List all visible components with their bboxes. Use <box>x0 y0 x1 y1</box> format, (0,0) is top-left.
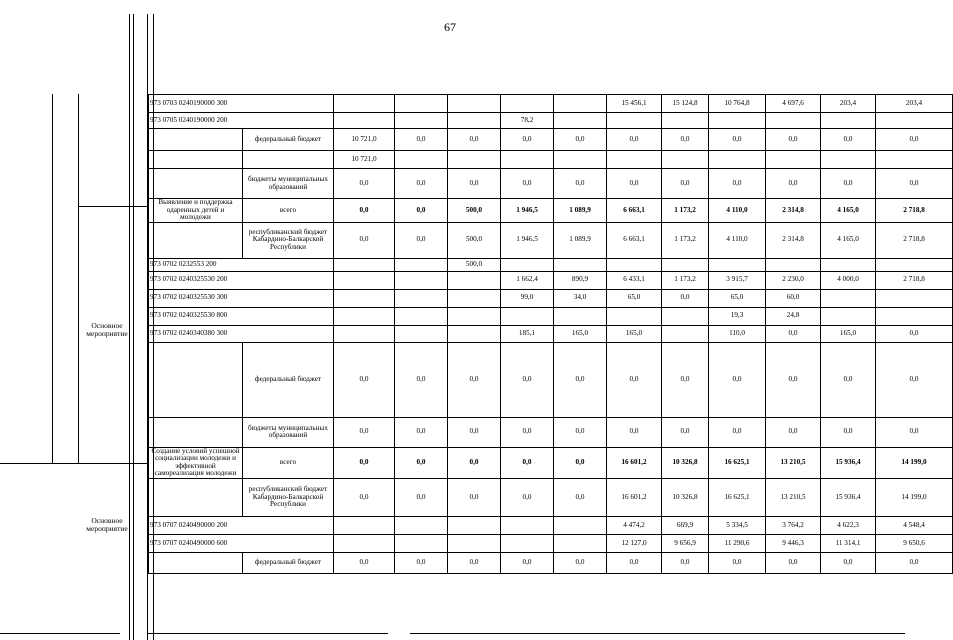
amount-cell: 0,0 <box>821 417 876 447</box>
amount-cell: 12 127,0 <box>607 534 662 552</box>
funding-source-cell: всего <box>243 199 334 223</box>
amount-cell <box>395 325 448 342</box>
amount-cell: 10 721,0 <box>334 129 395 151</box>
amount-cell: 0,0 <box>876 417 953 447</box>
section-divider <box>78 206 148 207</box>
amount-cell: 4 110,0 <box>709 222 766 258</box>
amount-cell: 2 718,8 <box>876 199 953 223</box>
amount-cell: 10 721,0 <box>334 151 395 169</box>
amount-cell: 4 165,0 <box>821 222 876 258</box>
budget-code-cell: 973 0702 0240340380 300 <box>149 325 334 342</box>
amount-cell <box>395 113 448 129</box>
amount-cell: 0,0 <box>554 447 607 478</box>
amount-cell: 0,0 <box>448 447 501 478</box>
amount-cell: 16 625,1 <box>709 478 766 516</box>
amount-cell: 15 936,4 <box>821 478 876 516</box>
amount-cell: 60,0 <box>766 289 821 307</box>
table-row <box>149 417 953 447</box>
amount-cell: 890,9 <box>554 271 607 289</box>
amount-cell <box>766 113 821 129</box>
amount-cell: 0,0 <box>821 552 876 573</box>
amount-cell: 24,8 <box>766 307 821 325</box>
amount-cell: 0,0 <box>501 447 554 478</box>
amount-cell: 4 000,0 <box>821 271 876 289</box>
amount-cell: 6 663,1 <box>607 199 662 223</box>
amount-cell: 0,0 <box>766 417 821 447</box>
amount-cell: 0,0 <box>448 552 501 573</box>
measure-name-cell: Создание условий успешной социализации молодежи и эффективной самореализация молодежи <box>149 447 243 478</box>
amount-cell <box>554 534 607 552</box>
amount-cell: 4 548,4 <box>876 516 953 534</box>
amount-cell <box>876 151 953 169</box>
amount-cell: 165,0 <box>821 325 876 342</box>
amount-cell: 2 314,8 <box>766 222 821 258</box>
amount-cell <box>501 516 554 534</box>
amount-cell: 0,0 <box>554 129 607 151</box>
amount-cell: 669,9 <box>662 516 709 534</box>
funding-source-cell: федеральный бюджет <box>243 342 334 417</box>
amount-cell: 0,0 <box>662 169 709 199</box>
amount-cell <box>448 113 501 129</box>
amount-cell: 0,0 <box>501 169 554 199</box>
amount-cell: 0,0 <box>876 169 953 199</box>
amount-cell <box>334 95 395 113</box>
table-row <box>149 271 953 289</box>
amount-cell <box>662 113 709 129</box>
table-row <box>149 258 953 271</box>
amount-cell: 0,0 <box>821 129 876 151</box>
bottom-rule <box>410 633 905 634</box>
budget-code-cell: 973 0705 0240190000 200 <box>149 113 334 129</box>
amount-cell <box>501 258 554 271</box>
section-type-label: Основное мероприятие <box>86 321 128 339</box>
amount-cell: 500,0 <box>448 222 501 258</box>
budget-code-cell: 973 0702 0240325530 200 <box>149 271 334 289</box>
table-row <box>149 113 953 129</box>
amount-cell: 1 089,9 <box>554 222 607 258</box>
amount-cell: 1 173,2 <box>662 199 709 223</box>
amount-cell: 0,0 <box>334 478 395 516</box>
amount-cell: 0,0 <box>395 552 448 573</box>
amount-cell: 0,0 <box>821 169 876 199</box>
amount-cell: 0,0 <box>334 417 395 447</box>
amount-cell: 10 326,8 <box>662 447 709 478</box>
amount-cell: 4 474,2 <box>607 516 662 534</box>
page-number: 67 <box>444 20 456 34</box>
table-row <box>149 325 953 342</box>
left-border-line <box>78 94 79 464</box>
funding-source-cell: всего <box>243 447 334 478</box>
amount-cell: 0,0 <box>662 342 709 417</box>
amount-cell: 15 456,1 <box>607 95 662 113</box>
amount-cell: 0,0 <box>395 417 448 447</box>
amount-cell <box>766 151 821 169</box>
amount-cell <box>607 151 662 169</box>
left-border-line <box>133 14 134 640</box>
funding-source-cell: федеральный бюджет <box>243 129 334 151</box>
amount-cell: 0,0 <box>709 342 766 417</box>
amount-cell <box>821 307 876 325</box>
amount-cell: 0,0 <box>766 325 821 342</box>
amount-cell: 16 625,1 <box>709 447 766 478</box>
amount-cell <box>821 151 876 169</box>
amount-cell: 2 314,8 <box>766 199 821 223</box>
amount-cell: 0,0 <box>395 447 448 478</box>
amount-cell: 1 089,9 <box>554 199 607 223</box>
amount-cell <box>448 307 501 325</box>
table-row <box>149 129 953 151</box>
measure-name-cell <box>149 151 243 169</box>
amount-cell <box>554 258 607 271</box>
table-row <box>149 151 953 169</box>
amount-cell: 0,0 <box>607 552 662 573</box>
amount-cell <box>662 258 709 271</box>
amount-cell: 0,0 <box>554 552 607 573</box>
amount-cell <box>554 95 607 113</box>
amount-cell <box>662 151 709 169</box>
amount-cell: 0,0 <box>821 342 876 417</box>
amount-cell: 0,0 <box>501 417 554 447</box>
amount-cell: 9 656,9 <box>662 534 709 552</box>
amount-cell: 6 433,1 <box>607 271 662 289</box>
amount-cell: 0,0 <box>334 342 395 417</box>
amount-cell <box>554 113 607 129</box>
amount-cell: 2 230,0 <box>766 271 821 289</box>
table-row <box>149 307 953 325</box>
table-row <box>149 478 953 516</box>
budget-code-cell: 973 0702 0240325530 800 <box>149 307 334 325</box>
amount-cell <box>876 307 953 325</box>
amount-cell <box>334 289 395 307</box>
amount-cell: 2 718,8 <box>876 222 953 258</box>
funding-source-cell: бюджеты муниципальных образований <box>243 169 334 199</box>
amount-cell <box>607 258 662 271</box>
amount-cell: 0,0 <box>334 447 395 478</box>
amount-cell: 14 199,0 <box>876 447 953 478</box>
amount-cell: 500,0 <box>448 199 501 223</box>
amount-cell <box>766 258 821 271</box>
amount-cell <box>395 271 448 289</box>
amount-cell: 0,0 <box>766 552 821 573</box>
amount-cell: 11 290,6 <box>709 534 766 552</box>
amount-cell: 500,0 <box>448 258 501 271</box>
table-row <box>149 516 953 534</box>
measure-name-cell <box>149 169 243 199</box>
measure-name-cell <box>149 222 243 258</box>
amount-cell: 0,0 <box>554 478 607 516</box>
amount-cell: 0,0 <box>766 129 821 151</box>
amount-cell: 0,0 <box>448 417 501 447</box>
measure-name-cell <box>149 478 243 516</box>
section-type-label: Основное мероприятие <box>86 516 128 534</box>
amount-cell <box>448 516 501 534</box>
amount-cell: 9 650,6 <box>876 534 953 552</box>
amount-cell: 13 210,5 <box>766 447 821 478</box>
amount-cell: 15 936,4 <box>821 447 876 478</box>
amount-cell: 0,0 <box>607 129 662 151</box>
table-row <box>149 95 953 113</box>
amount-cell: 0,0 <box>709 552 766 573</box>
amount-cell: 0,0 <box>501 342 554 417</box>
amount-cell: 1 946,5 <box>501 199 554 223</box>
amount-cell: 0,0 <box>395 222 448 258</box>
table-row <box>149 534 953 552</box>
amount-cell: 0,0 <box>334 222 395 258</box>
amount-cell: 10 764,8 <box>709 95 766 113</box>
amount-cell <box>821 258 876 271</box>
amount-cell: 65,0 <box>607 289 662 307</box>
amount-cell: 16 601,2 <box>607 478 662 516</box>
section-divider <box>0 463 148 464</box>
amount-cell: 10 326,8 <box>662 478 709 516</box>
amount-cell <box>334 516 395 534</box>
amount-cell: 16 601,2 <box>607 447 662 478</box>
amount-cell: 3 915,7 <box>709 271 766 289</box>
amount-cell <box>334 113 395 129</box>
amount-cell: 0,0 <box>766 169 821 199</box>
measure-name-cell: Выявление и поддержка одаренных детей и молодежи <box>149 199 243 223</box>
funding-source-cell: республиканский бюджет Кабардино-Балкарской Республики <box>243 222 334 258</box>
table-row <box>149 342 953 417</box>
budget-code-cell: 973 0702 0240325530 300 <box>149 289 334 307</box>
table-row <box>149 289 953 307</box>
amount-cell <box>395 258 448 271</box>
amount-cell: 165,0 <box>554 325 607 342</box>
amount-cell: 203,4 <box>821 95 876 113</box>
amount-cell: 0,0 <box>876 325 953 342</box>
amount-cell: 165,0 <box>607 325 662 342</box>
amount-cell: 0,0 <box>662 289 709 307</box>
amount-cell: 0,0 <box>334 199 395 223</box>
amount-cell <box>607 113 662 129</box>
amount-cell <box>501 151 554 169</box>
amount-cell: 1 173,2 <box>662 271 709 289</box>
amount-cell: 0,0 <box>448 478 501 516</box>
amount-cell: 65,0 <box>709 289 766 307</box>
table-row <box>149 222 953 258</box>
amount-cell <box>709 258 766 271</box>
amount-cell <box>501 307 554 325</box>
amount-cell: 15 124,8 <box>662 95 709 113</box>
amount-cell: 0,0 <box>662 417 709 447</box>
amount-cell: 0,0 <box>709 417 766 447</box>
budget-code-cell: 973 0703 0240190000 300 <box>149 95 334 113</box>
amount-cell: 0,0 <box>709 129 766 151</box>
amount-cell <box>448 289 501 307</box>
table-row <box>149 447 953 478</box>
amount-cell: 0,0 <box>334 552 395 573</box>
amount-cell <box>395 516 448 534</box>
amount-cell: 99,0 <box>501 289 554 307</box>
amount-cell: 0,0 <box>876 342 953 417</box>
amount-cell: 0,0 <box>334 169 395 199</box>
amount-cell: 4 697,6 <box>766 95 821 113</box>
amount-cell: 13 210,5 <box>766 478 821 516</box>
amount-cell: 1 173,2 <box>662 222 709 258</box>
amount-cell <box>395 534 448 552</box>
amount-cell: 0,0 <box>607 417 662 447</box>
amount-cell: 0,0 <box>448 169 501 199</box>
amount-cell: 0,0 <box>501 552 554 573</box>
amount-cell: 0,0 <box>501 478 554 516</box>
amount-cell: 1 662,4 <box>501 271 554 289</box>
amount-cell <box>448 325 501 342</box>
amount-cell <box>607 307 662 325</box>
amount-cell <box>821 289 876 307</box>
amount-cell <box>662 325 709 342</box>
budget-code-cell: 973 0702 0232553 200 <box>149 258 334 271</box>
amount-cell: 0,0 <box>501 129 554 151</box>
funding-source-cell: бюджеты муниципальных образований <box>243 417 334 447</box>
amount-cell: 0,0 <box>554 169 607 199</box>
amount-cell: 0,0 <box>554 342 607 417</box>
bottom-rule <box>0 633 120 634</box>
left-border-line <box>52 94 53 464</box>
funding-source-cell: федеральный бюджет <box>243 552 334 573</box>
amount-cell: 2 718,8 <box>876 271 953 289</box>
measure-name-cell <box>149 417 243 447</box>
amount-cell <box>554 307 607 325</box>
amount-cell: 19,3 <box>709 307 766 325</box>
amount-cell <box>554 151 607 169</box>
amount-cell: 0,0 <box>395 129 448 151</box>
amount-cell <box>334 534 395 552</box>
amount-cell <box>876 258 953 271</box>
measure-name-cell <box>149 342 243 417</box>
amount-cell <box>876 289 953 307</box>
amount-cell: 9 446,3 <box>766 534 821 552</box>
amount-cell <box>501 95 554 113</box>
amount-cell: 0,0 <box>662 129 709 151</box>
amount-cell <box>334 325 395 342</box>
amount-cell <box>395 95 448 113</box>
funding-source-cell <box>243 151 334 169</box>
amount-cell: 0,0 <box>395 199 448 223</box>
amount-cell: 0,0 <box>395 342 448 417</box>
amount-cell: 0,0 <box>448 342 501 417</box>
amount-cell: 6 663,1 <box>607 222 662 258</box>
amount-cell <box>395 289 448 307</box>
amount-cell <box>709 151 766 169</box>
amount-cell <box>448 271 501 289</box>
table-row <box>149 199 953 223</box>
amount-cell: 3 764,2 <box>766 516 821 534</box>
amount-cell: 0,0 <box>395 169 448 199</box>
amount-cell: 0,0 <box>876 129 953 151</box>
amount-cell: 0,0 <box>766 342 821 417</box>
amount-cell <box>395 151 448 169</box>
amount-cell: 203,4 <box>876 95 953 113</box>
amount-cell <box>395 307 448 325</box>
amount-cell <box>821 113 876 129</box>
amount-cell <box>334 307 395 325</box>
amount-cell: 0,0 <box>448 129 501 151</box>
measure-name-cell <box>149 129 243 151</box>
amount-cell: 185,1 <box>501 325 554 342</box>
bottom-rule <box>148 633 388 634</box>
amount-cell: 0,0 <box>876 552 953 573</box>
budget-code-cell: 973 0707 0240490000 600 <box>149 534 334 552</box>
amount-cell: 0,0 <box>607 342 662 417</box>
amount-cell: 4 622,3 <box>821 516 876 534</box>
amount-cell <box>448 95 501 113</box>
amount-cell: 110,0 <box>709 325 766 342</box>
table-row <box>149 552 953 573</box>
funding-source-cell: республиканский бюджет Кабардино-Балкарской Республики <box>243 478 334 516</box>
amount-cell <box>662 307 709 325</box>
amount-cell <box>501 534 554 552</box>
amount-cell: 0,0 <box>395 478 448 516</box>
amount-cell <box>334 271 395 289</box>
amount-cell <box>448 151 501 169</box>
budget-table <box>148 94 953 574</box>
measure-name-cell <box>149 552 243 573</box>
amount-cell: 0,0 <box>709 169 766 199</box>
amount-cell <box>554 516 607 534</box>
amount-cell: 4 165,0 <box>821 199 876 223</box>
amount-cell <box>876 113 953 129</box>
amount-cell: 0,0 <box>607 169 662 199</box>
amount-cell: 34,0 <box>554 289 607 307</box>
amount-cell <box>709 113 766 129</box>
amount-cell <box>448 534 501 552</box>
budget-code-cell: 973 0707 0240490000 200 <box>149 516 334 534</box>
amount-cell: 78,2 <box>501 113 554 129</box>
amount-cell: 0,0 <box>662 552 709 573</box>
amount-cell: 1 946,5 <box>501 222 554 258</box>
amount-cell: 5 334,5 <box>709 516 766 534</box>
amount-cell: 11 314,1 <box>821 534 876 552</box>
table-row <box>149 169 953 199</box>
amount-cell: 0,0 <box>554 417 607 447</box>
amount-cell <box>334 258 395 271</box>
amount-cell: 4 110,0 <box>709 199 766 223</box>
amount-cell: 14 199,0 <box>876 478 953 516</box>
